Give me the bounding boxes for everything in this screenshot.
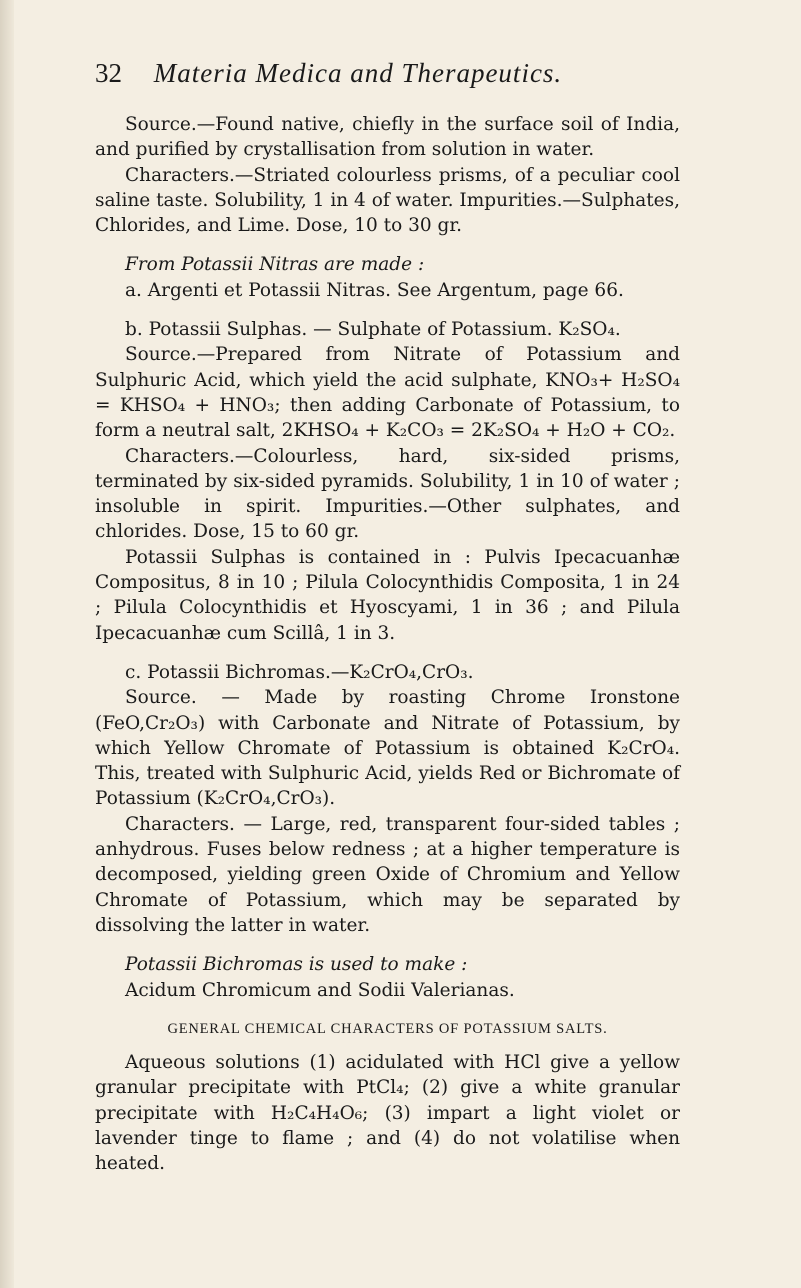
page-body (95, 112, 680, 1177)
sulphas-contained-in: Potassii Sulphas is contained in : Pulvis Ipecacuanhæ Compositus, 8 in 10 ; Pilula Colocynthidis Composita, 1 in 24 ; Pilula Colocynthidis et Hyoscyami, 1 in 36 ; and Pilula Ipecacuanhæ cum Scillâ, 1 in 3. (95, 546, 680, 644)
running-header (95, 58, 695, 89)
book-binding-edge (0, 0, 14, 1288)
bichromas-source: Source. — Made by roasting Chrome Ironstone (FeO,Cr₂O₃) with Carbonate and Nitrate of Potassium, by which Yellow Chromate of Potassium is obtained K₂CrO₄. This, treated with Sulphuric Acid, yields Red or Bichromate of Potassium (K₂CrO₄,CrO₃). (95, 687, 680, 810)
nitras-source: Source.—Found native, chiefly in the surface soil of India, and purified by crystallisation from solution in water. (95, 114, 680, 161)
page-number: 32 (95, 58, 122, 88)
general-characters-heading: GENERAL CHEMICAL CHARACTERS OF POTASSIUM SALTS. (167, 1020, 608, 1037)
bichromas-characters: Characters. — Large, red, transparent four-sided tables ; anhydrous. Fuses below redness ; at a higher temperature is decomposed, yielding green Oxide of Chromium and Yellow Chromate of Potassium, which may be separated by dissolving the latter in water. (95, 813, 680, 936)
sulphas-source: Source.—Prepared from Nitrate of Potassium and Sulphuric Acid, which yield the acid sulphate, KNO₃+ H₂SO₄ = KHSO₄ + HNO₃; then adding Carbonate of Potassium, to form a neutral salt, 2KHSO₄ + K₂CO₃ = 2K₂SO₄ + H₂O + CO₂. (95, 344, 680, 442)
general-characters-text: Aqueous solutions (1) acidulated with HCl give a yellow granular precipitate with PtCl₄; (2) give a white granular precipitate with H₂C₄H₄O₆; (3) impart a light violet or lavender tinge to flame ; and (4) do not volatilise when heated. (95, 1052, 680, 1175)
bichromas-preparations-list: Acidum Chromicum and Sodii Valerianas. (125, 979, 515, 1001)
potassii-bichromas-heading: c. Potassii Bichromas.—K₂CrO₄,CrO₃. (125, 661, 474, 683)
potassii-sulphas-heading: b. Potassii Sulphas. — Sulphate of Potassium. K₂SO₄. (125, 319, 621, 341)
sulphas-characters: Characters.—Colourless, hard, six-sided prisms, terminated by six-sided pyramids. Solubility, 1 in 10 of water ; insoluble in spirit. Impurities.—Other sulphates, and chlorides. Dose, 15 to 60 gr. (95, 445, 680, 543)
nitras-characters: Characters.—Striated colourless prisms, of a peculiar cool saline taste. Solubility, 1 in 4 of water. Impurities.—Sulphates, Chlorides, and Lime. Dose, 10 to 30 gr. (95, 164, 680, 237)
argenti-nitras-entry: a. Argenti et Potassii Nitras. See Argentum, page 66. (125, 279, 624, 301)
nitras-preparations-heading: From Potassii Nitras are made : (125, 254, 425, 276)
bichromas-preparations-heading: Potassii Bichromas is used to make : (125, 954, 468, 976)
running-title: Materia Medica and Therapeutics. (153, 58, 563, 88)
